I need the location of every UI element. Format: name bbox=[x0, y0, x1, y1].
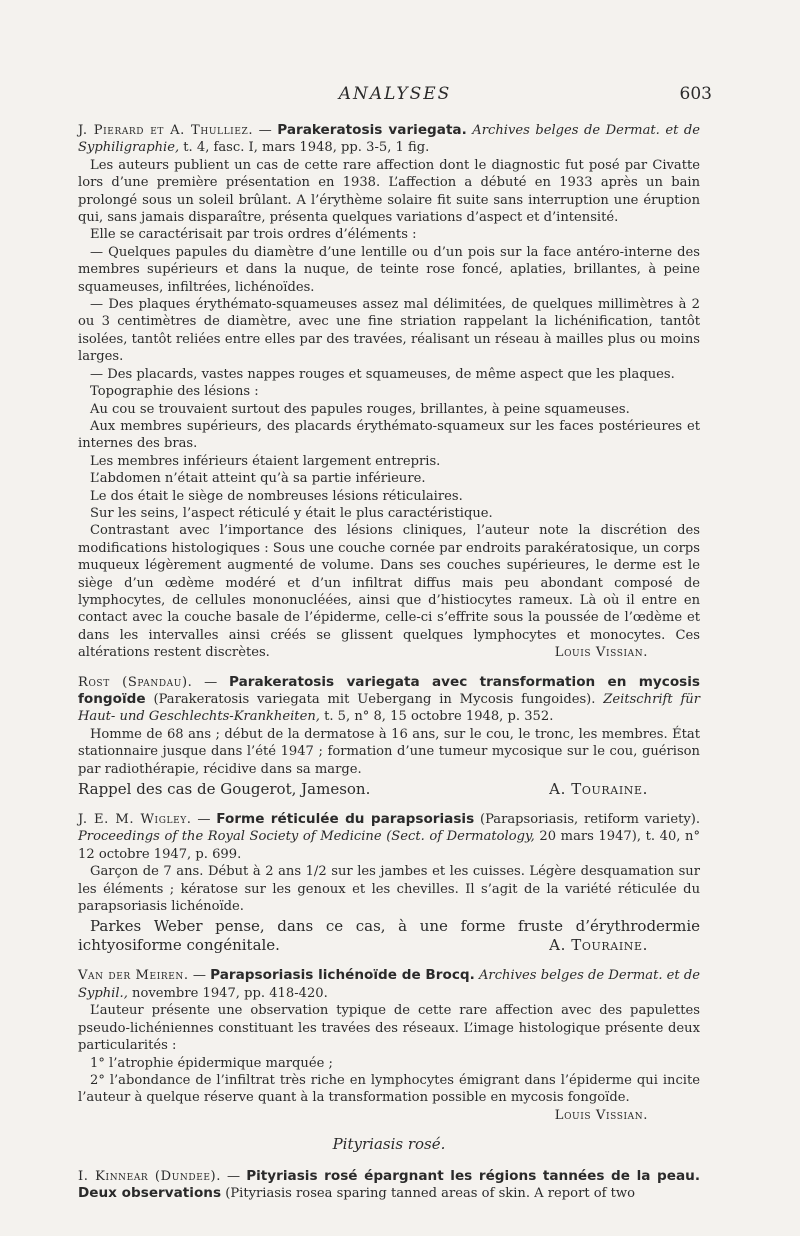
entry-title: Pityriasis rosé épargnant les régions tannées de la peau. Deux observations bbox=[78, 1167, 700, 1201]
entry-reference: novembre 1947, pp. 418-420. bbox=[127, 985, 328, 1001]
running-header bbox=[78, 84, 712, 108]
entry-heading: Rost (Spandau). — Parakeratosis variegata avec transformation en mycosis fongoïde (Parakeratosis variegata mit Uebergang in Mycosis fungoides). Zeitschrift für Haut- und Geschlechts-Krankheiten, t. 5, n° 8, 15 octobre 1948, p. 352. bbox=[78, 673, 701, 725]
entry-author: I. Kinnear (Dundee). bbox=[78, 1168, 222, 1184]
section-heading: Pityriasis rosé. bbox=[332, 1135, 446, 1154]
signature: A. Touraine. bbox=[549, 936, 648, 955]
entry-heading: I. Kinnear (Dundee). — Pityriasis rosé épargnant les régions tannées de la peau. Deux observations (Pityriasis rosea sparing tanned areas of skin. A report of two bbox=[78, 1167, 700, 1201]
entry-title: Parapsoriasis lichénoïde de Brocq. bbox=[210, 967, 475, 984]
entry-heading: Van der Meiren. — Parapsoriasis lichénoïde de Brocq. Archives belges de Dermat. et de Syphil., novembre 1947, pp. 418-420. bbox=[78, 967, 701, 1001]
comment: Rappel des cas de Gougerot, Jameson. A. Touraine. bbox=[78, 780, 648, 799]
entry-title: Parakeratosis variegata avec transformation en mycosis fongoïde bbox=[78, 673, 701, 707]
entry-reference: t. 4, fasc. I, mars 1948, pp. 3-5, 1 fig. bbox=[179, 140, 430, 156]
entry-title: Forme réticulée du parapsoriasis bbox=[216, 811, 475, 828]
entry-heading: J. E. M. Wigley. — Forme réticulée du parapsoriasis (Parapsoriasis, retiform variety). Proceedings of the Royal Society of Medicine (Sect. of Dermatology, 20 mars 1947), t. 40, n° 12 octobre 1947, p. 699. bbox=[78, 811, 700, 862]
paragraph: Au cou se trouvaient surtout des papules rouges, brillantes, à peine squameuses. bbox=[90, 401, 630, 417]
entry-subtitle: (Parapsoriasis, retiform variety). bbox=[474, 812, 700, 828]
entry-author: Rost (Spandau). bbox=[78, 674, 193, 690]
abstract-entry bbox=[78, 674, 700, 799]
entry-reference: t. 5, n° 8, 15 octobre 1948, p. 352. bbox=[319, 709, 554, 725]
paragraph: Garçon de 7 ans. Début à 2 ans 1/2 sur les jambes et les cuisses. Légère desquamation sur les éléments ; kératose sur les genoux et les chevilles. Il s’agit de la variété réticulée du parapsoriasis lichénoïde. bbox=[78, 864, 700, 915]
entry-author: J. Pierard et A. Thulliez. bbox=[78, 123, 254, 138]
paragraph: Homme de 68 ans ; début de la dermatose à 16 ans, sur le cou, le tronc, les membres. État stationnaire jusque dans l’été 1947 ; formation d’une tumeur mycosique sur le cou, guérison par radiothérapie, récidive dans sa marge. bbox=[78, 726, 700, 777]
entry-author: Van der Meiren. bbox=[78, 968, 189, 984]
paragraph: Topographie des lésions : bbox=[90, 384, 259, 400]
entry-reference: 20 mars 1947), t. 40, n° 12 octobre 1947, p. 699. bbox=[78, 829, 700, 862]
abstract-entry bbox=[78, 122, 700, 662]
entry-journal: Archives belges de Dermat. et de Syphiligraphie, bbox=[78, 123, 700, 156]
entry-subtitle: (Pityriasis rosea sparing tanned areas of skin. A report of two bbox=[221, 1185, 635, 1201]
abstract-entry bbox=[78, 811, 700, 955]
entry-journal: Proceedings of the Royal Society of Medicine (Sect. of Dermatology, bbox=[78, 829, 535, 845]
paragraph: 1° l’atrophie épidermique marquée ; bbox=[90, 1055, 333, 1071]
entry-author: J. E. M. Wigley. bbox=[78, 812, 192, 828]
paragraph-last: 2° l’abondance de l’infiltrat très riche en lymphocytes émigrant dans l’épiderme qui incite l’auteur à quelque réserve quant à la transformation possible en mycosis fongoïde. Louis Vissian. bbox=[78, 1072, 700, 1123]
paragraph: — Quelques papules du diamètre d’une lentille ou d’un pois sur la face antéro-interne des membres supérieurs et dans la nuque, de teinte rose foncé, aplaties, brillantes, à peine squameuses, infiltrées, lichénoïdes. bbox=[78, 244, 700, 295]
paragraph: Aux membres supérieurs, des placards érythémato-squameux sur les faces postérieures et internes des bras. bbox=[78, 418, 700, 452]
page-body bbox=[78, 122, 700, 1214]
entry-journal: Zeitschrift für Haut- und Geschlechts-Krankheiten, bbox=[78, 692, 700, 725]
page-number: 603 bbox=[679, 84, 712, 104]
paragraph: Les auteurs publient un cas de cette rare affection dont le diagnostic fut posé par Civatte lors d’une première présentation en 1938. L’affection a débuté en 1933 après un bain prolongé sous un soleil brûlant. A l’érythème solaire fit suite sans interruption une éruption qui, sans jamais disparaître, présenta quelques variations d’aspect et d’intensité. bbox=[78, 157, 700, 226]
entry-title: Parakeratosis variegata. bbox=[277, 122, 467, 138]
running-title: ANALYSES bbox=[338, 84, 452, 104]
paragraph: — Des placards, vastes nappes rouges et squameuses, de même aspect que les plaques. bbox=[90, 366, 675, 382]
entry-subtitle: (Parakeratosis variegata mit Uebergang in Mycosis fungoides). bbox=[145, 692, 596, 707]
signature: Louis Vissian. bbox=[554, 1107, 648, 1123]
paragraph: Le dos était le siège de nombreuses lésions réticulaires. bbox=[90, 488, 463, 504]
paragraph: Les membres inférieurs étaient largement entrepris. bbox=[90, 453, 441, 469]
paragraph: L’abdomen n’était atteint qu’à sa partie inférieure. bbox=[90, 471, 426, 487]
abstract-entry bbox=[78, 1168, 700, 1203]
abstract-entry bbox=[78, 967, 700, 1124]
paragraph: L’auteur présente une observation typique de cette rare affection avec des papulettes pseudo-lichéniennes constituant les travées des réseaux. L’image histologique présente deux particularités : bbox=[78, 1003, 700, 1054]
signature: Louis Vissian. bbox=[554, 645, 648, 661]
signature: A. Touraine. bbox=[549, 780, 648, 799]
entry-journal: Archives belges de Dermat. et de Syphil., bbox=[78, 968, 701, 1001]
paragraph: Sur les seins, l’aspect réticulé y était le plus caractéristique. bbox=[90, 505, 493, 521]
paragraph: — Des plaques érythémato-squameuses assez mal délimitées, de quelques millimètres à 2 ou 3 centimètres de diamètre, avec une fine striation rappelant la lichénification, tantôt isolées, tantôt reliées entre elles par des travées, réalisant un réseau à mailles plus ou moins larges. bbox=[78, 297, 700, 365]
paragraph: Elle se caractérisait par trois ordres d’éléments : bbox=[90, 227, 417, 243]
paragraph-last: Contrastant avec l’importance des lésions cliniques, l’auteur note la discrétion des modifications histologiques : Sous une couche cornée par endroits parakératosique, un corps muqueux légèrement augmenté de volume. Dans ses couches supérieures, le derme est le siège d’un œdème modéré et d’un infiltrat diffus mais peu abondant composé de lymphocytes, de cellules mononucléées, ainsi que d’histiocytes rameux. Là où il entre en contact avec la couche basale de l’épiderme, celle-ci s’effrite sous la poussée de l’œdème et dans les intervalles ainsi créés se glissent quelques lymphocytes et monocytes. Ces altérations restent discrètes. Louis Vissian. bbox=[78, 523, 700, 661]
comment: Parkes Weber pense, dans ce cas, à une forme fruste d’érythrodermie ichtyosiforme congénitale. A. Touraine. bbox=[78, 917, 700, 955]
entry-heading: J. Pierard et A. Thulliez. — Parakeratosis variegata. Archives belges de Dermat. et de Syphiligraphie, t. 4, fasc. I, mars 1948, pp. 3-5, 1 fig. bbox=[78, 122, 700, 156]
